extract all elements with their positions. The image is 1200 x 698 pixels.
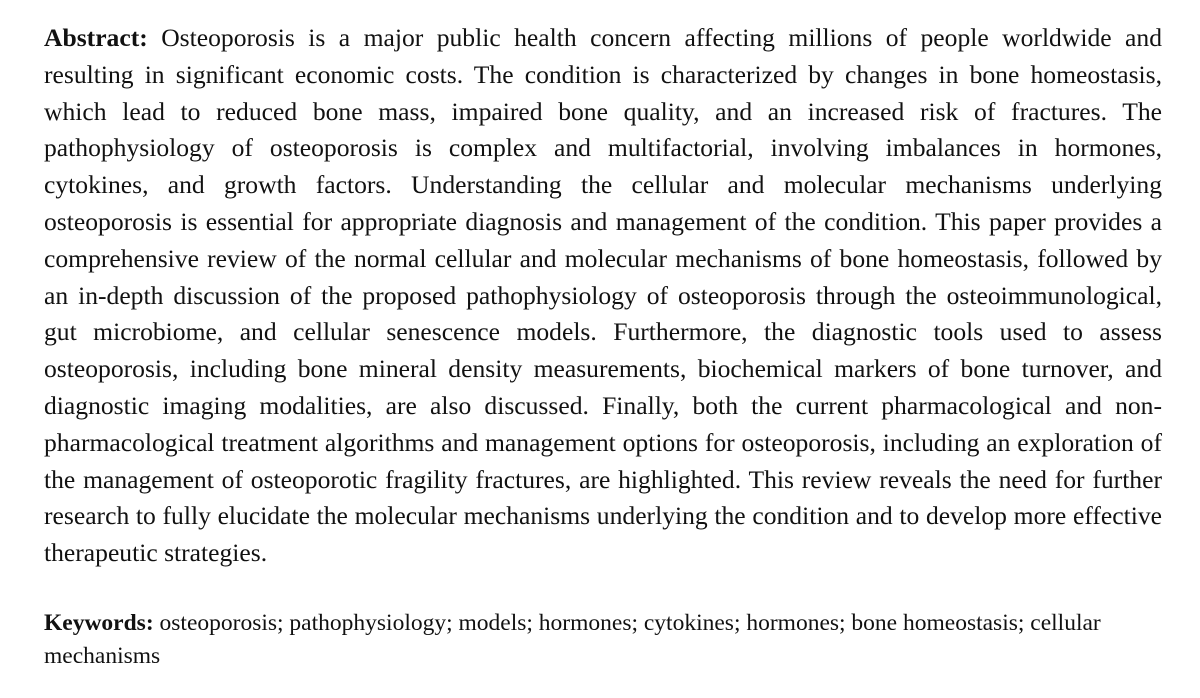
keywords-text: osteoporosis; pathophysiology; models; hormones; cytokines; hormones; bone homeostasis; cellular mechanisms	[44, 609, 1101, 669]
abstract-label: Abstract:	[44, 23, 148, 52]
paper-abstract-section	[44, 20, 1162, 673]
keywords-paragraph	[44, 607, 1162, 673]
keywords-label: Keywords:	[44, 609, 154, 636]
abstract-paragraph	[44, 20, 1162, 572]
abstract-text: Osteoporosis is a major public health concern affecting millions of people worldwide and resulting in significant economic costs. The condition is characterized by changes in bone homeostasis, which lead to reduced bone mass, impaired bone quality, and an increased risk of fractures. The pathophysiology of osteoporosis is complex and multifactorial, involving imbalances in hormones, cytokines, and growth factors. Understanding the cellular and molecular mechanisms underlying osteoporosis is essential for appropriate diagnosis and management of the condition. This paper provides a comprehensive review of the normal cellular and molecular mechanisms of bone homeostasis, followed by an in-depth discussion of the proposed pathophysiology of osteoporosis through the osteoimmunological, gut microbiome, and cellular senescence models. Furthermore, the diagnostic tools used to assess osteoporosis, including bone mineral density measurements, biochemical markers of bone turnover, and diagnostic imaging modalities, are also discussed. Finally, both the current pharmacological and non-pharmacological treatment algorithms and management options for osteoporosis, including an exploration of the management of osteoporotic fragility fractures, are highlighted. This review reveals the need for further research to fully elucidate the molecular mechanisms underlying the condition and to develop more effective therapeutic strategies.	[44, 23, 1162, 568]
